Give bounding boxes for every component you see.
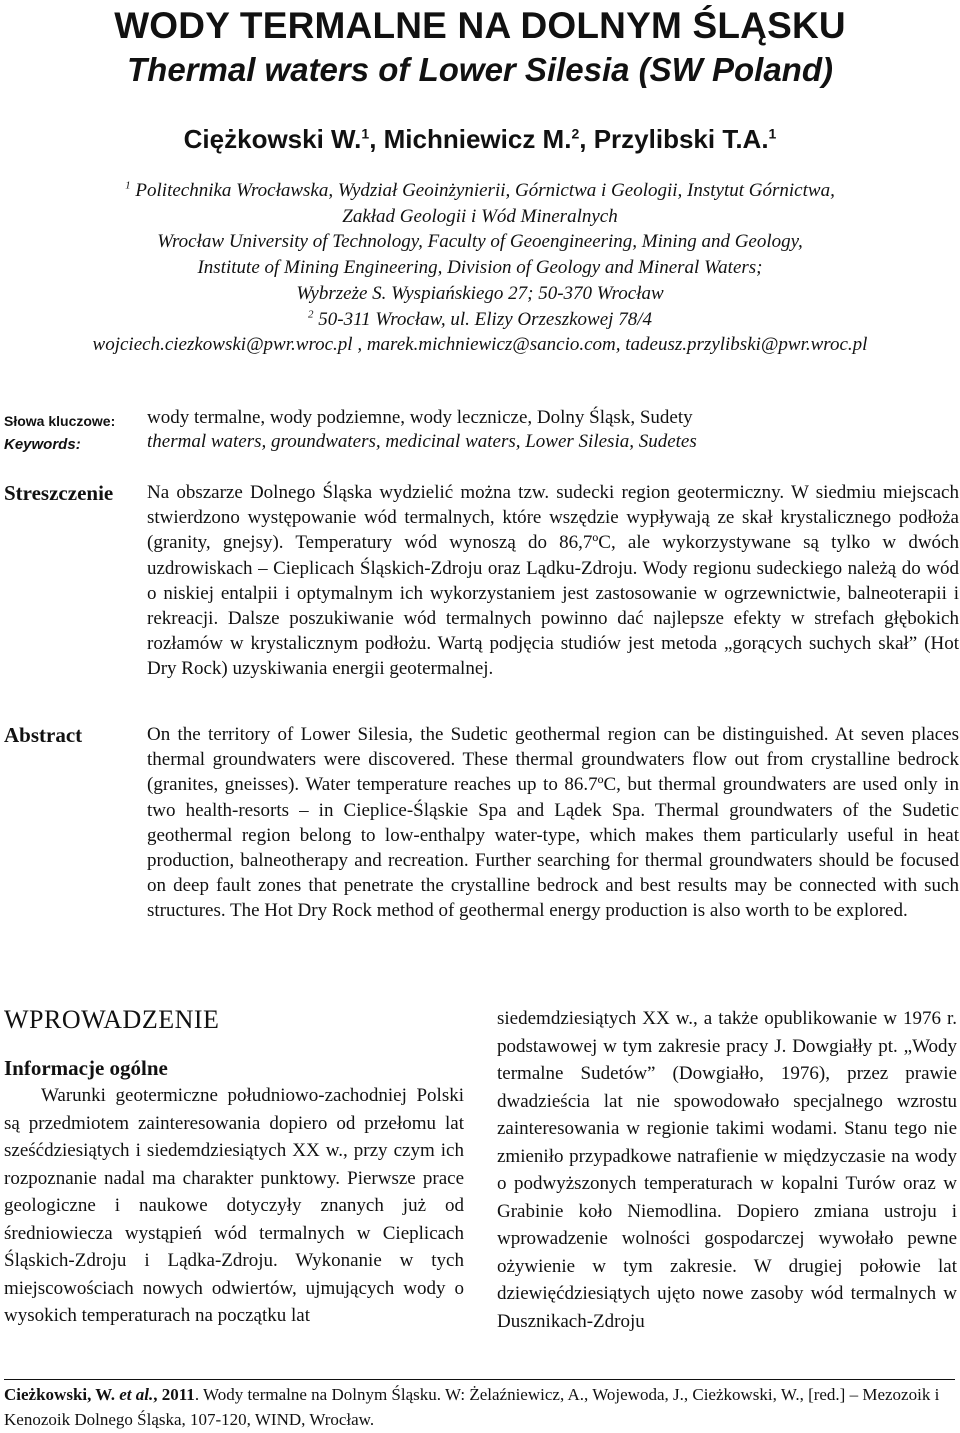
keywords-english-text: thermal waters, groundwaters, medicinal waters, Lower Silesia, Sudetes — [147, 431, 697, 452]
title-polish: WODY TERMALNE NA DOLNYM ŚLĄSKU — [114, 5, 846, 46]
title-english: Thermal waters of Lower Silesia (SW Poland) — [127, 51, 833, 88]
streszczenie-label: Streszczenie — [4, 481, 114, 505]
affiliation-marker: 2 — [571, 125, 580, 142]
paragraph: siedemdziesiątych XX w., a także opublikowanie w 1976 r. podstawowej w tym zakresie pracy J. Dowgiałły pt. „Wody termalne Sudetów” (Dowgiałło, 1976), przez prawie dwadzieścia lat nie spowodowało specjalnego wzrostu zainteresowania w regionie takimi wodami. Stanu tego nie zmieniło przypadkowe natrafienie w międzyczasie na wody o podwyższonych temperaturach w kopalni Turów oraz w Grabinie koło Niemodlina. Dopiero zmiana ustroju i wprowadzenie wolności gospodarczej wywołało pewne ożywienie w tym zakresie. W drugiej połowie lat dziewięćdziesiątych ujęto nowe zasoby wód termalnych w Dusznikach-Zdroju — [497, 1008, 957, 1332]
affiliations — [0, 178, 960, 358]
citation-reference: . Wody termalne na Dolnym Śląsku. W: Żelaźniewicz, A., Wojewoda, J., Cieżkowski, W., [red.] – Mezozoik i Kenozoik Dolnego Śląska, 107-120, WIND, Wrocław. — [4, 1385, 940, 1429]
citation-etal: et al. — [119, 1385, 154, 1404]
abstract-text: On the territory of Lower Silesia, the Sudetic geothermal region can be distinguished. At seven places thermal groundwaters were discovered. These thermal groundwaters flow out from crystalline bedrock (granites, gneisses). Water temperature reaches up to 86.7ºC, but thermal groundwaters are used only in two health-resorts – in Cieplice-Śląskie Spa and Lądek Spa. Thermal groundwaters of the Sudetic geothermal region belong to low-enthalpy water-type, which makes them particularly useful in heat production, balneotherapy and recreation. Further searching for thermal groundwaters should be focused on deep fault zones that penetrate the crystalline bedrock and best results may be connected with such structures. The Hot Dry Rock method of geothermal energy production is also worth to be explored. — [147, 724, 959, 922]
citation-authors: Cieżkowski, W. — [4, 1385, 115, 1404]
streszczenie-text: Na obszarze Dolnego Śląska wydzielić można tzw. sudecki region geotermiczny. W siedmiu miejscach stwierdzono występowanie wód termalnych, które wszędzie wypływają ze skał krystalicznego podłoża (granity, gnejsy). Temperatury wód wynoszą do 86,7ºC, ale wykorzystywane są tylko w dwóch uzdrowiskach – Cieplicach Śląskich-Zdroju oraz Lądku-Zdroju. Wody regionu sudeckiego należą do wód o niskiej entalpii i optymalnym ich wykorzystaniem jest zastosowanie w ogrzewnictwie, balneoterapii i rekreacji. Dalsze poszukiwanie wód termalnych powinno dać najlepsze efekty w strefach głębokich rozłamów w krystalicznym podłożu. Wartą podjęcia studiów jest metoda „gorących suchych skał” (Hot Dry Rock) uzyskiwania energii geotermalnej. — [147, 482, 959, 680]
paragraph: Warunki geotermiczne południowo-zachodniej Polski są przedmiotem zainteresowania dopiero od przełomu lat sześćdziesiątych i siedemdziesiątych XX w., przy czym ich rozpoznanie nadal ma charakter punktowy. Pierwsze prace geologiczne i naukowe dotyczyły znanych już od średniowiecza wystąpień wód termalnych w Cieplicach Śląskich-Zdroju i Lądka-Zdroju. Wykonanie w tych miejscowościach nowych odwiertów, ujmujących wody o wysokich temperaturach na początku lat — [4, 1085, 464, 1326]
affiliation-line: Wrocław University of Technology, Faculty of Geoengineering, Mining and Geology, — [157, 231, 803, 253]
author-name: Ciężkowski W. — [183, 124, 362, 154]
section-heading: WPROWADZENIE — [4, 1005, 220, 1034]
footer-divider — [4, 1379, 955, 1380]
authors-line — [0, 122, 960, 156]
author-name: Michniewicz M. — [383, 124, 572, 154]
affiliation-line: Zakład Geologii i Wód Mineralnych — [342, 205, 618, 227]
keywords-polish-label: Słowa kluczowe: — [4, 413, 116, 429]
affiliation-text: 50-311 Wrocław, ul. Elizy Orzeszkowej 78/4 — [313, 308, 652, 330]
affiliation-marker: 1 — [125, 179, 131, 192]
separator: , — [369, 124, 384, 154]
affiliation-marker: 1 — [768, 125, 777, 142]
intro-column-right — [497, 1005, 957, 1335]
affiliation-line: Wybrzeże S. Wyspiańskiego 27; 50-370 Wrocław — [296, 282, 664, 304]
affiliation-line: Institute of Mining Engineering, Division of Geology and Mineral Waters; — [197, 257, 763, 279]
affiliation-text: Politechnika Wrocławska, Wydział Geoinżynierii, Górnictwa i Geologii, Instytut Górnictwa, — [130, 180, 835, 201]
citation-footer — [4, 1383, 956, 1432]
intro-column-left — [4, 1082, 464, 1330]
subsection-heading: Informacje ogólne — [4, 1056, 168, 1080]
keywords-english-label: Keywords: — [4, 436, 81, 453]
citation-year: , 2011 — [153, 1385, 195, 1404]
affiliation-marker: 2 — [308, 308, 314, 321]
affiliation-emails: wojciech.ciezkowski@pwr.wroc.pl , marek.michniewicz@sancio.com, tadeusz.przylibski@pwr.wroc.pl — [92, 334, 868, 356]
author-name: Przylibski T.A. — [593, 124, 769, 154]
affiliation-marker: 1 — [361, 125, 370, 142]
keywords-polish-text: wody termalne, wody podziemne, wody lecznicze, Dolny Śląsk, Sudety — [147, 407, 693, 428]
affiliation-line — [0, 178, 960, 204]
abstract-label: Abstract — [4, 723, 83, 747]
affiliation-line — [0, 307, 960, 333]
separator: , — [579, 124, 594, 154]
